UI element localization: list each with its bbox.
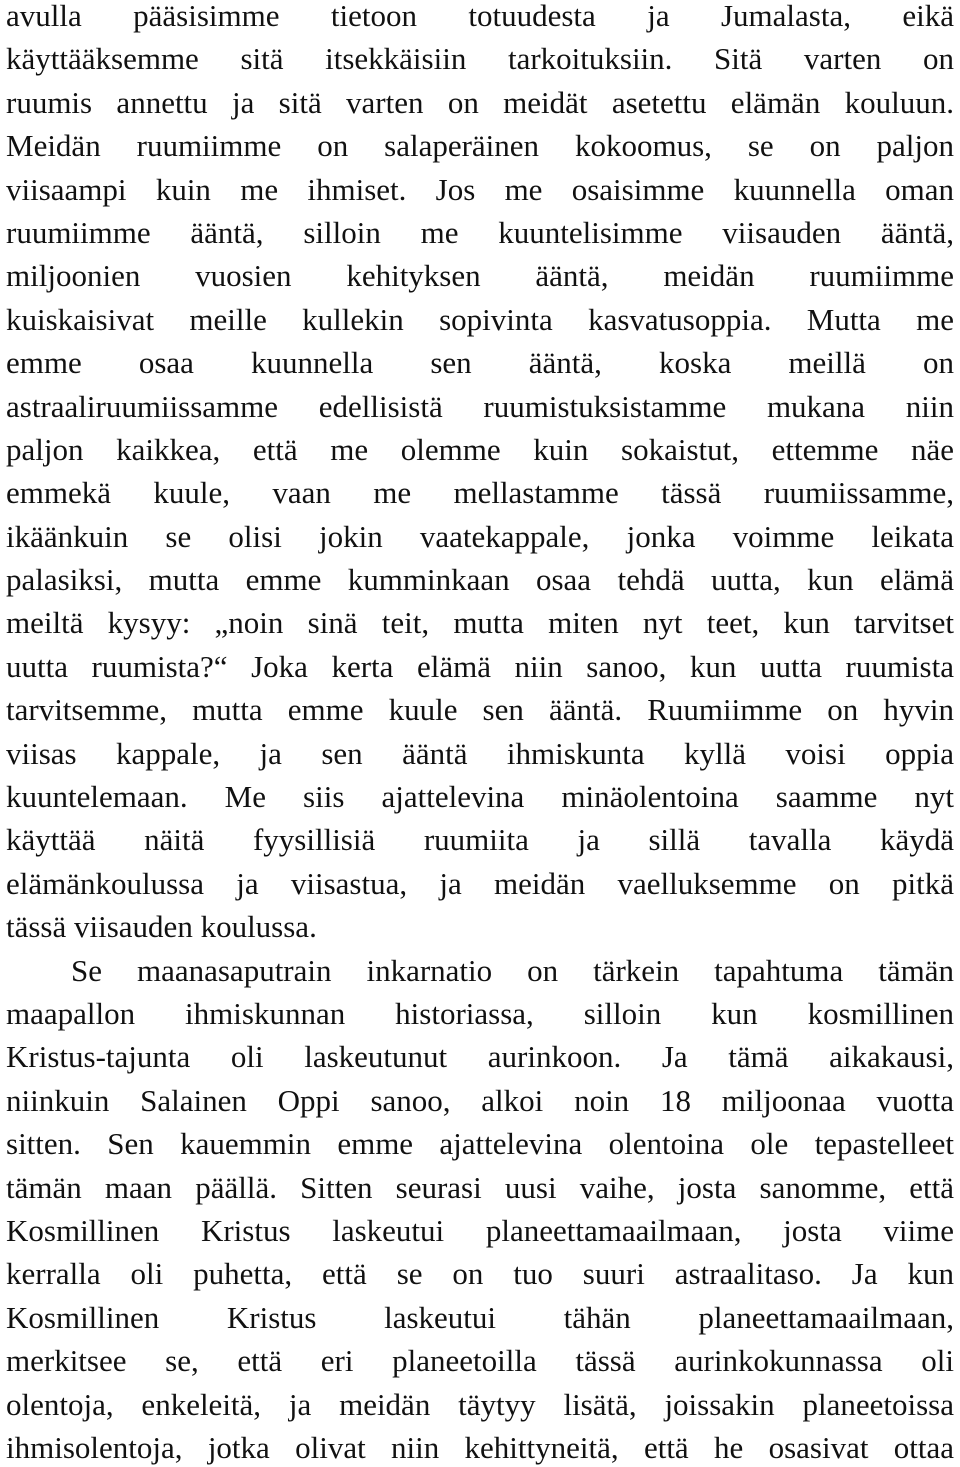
text-line: astraaliruumiissamme edellisistä ruumistuksistamme mukana niin xyxy=(6,388,954,424)
text-line: Kosmillinen Kristus laskeutui planeettamaailmaan, josta viime xyxy=(6,1212,954,1248)
text-line: tässä viisauden koulussa. xyxy=(6,909,317,945)
text-line: miljoonien vuosien kehityksen ääntä, meidän ruumiimme xyxy=(6,258,954,294)
text-line: tarvitsemme, mutta emme kuule sen ääntä. Ruumiimme on hyvin xyxy=(6,692,954,728)
text-line: kerralla oli puhetta, että se on tuo suuri astraalitaso. Ja kun xyxy=(6,1256,954,1292)
text-line: käyttää näitä fyysillisiä ruumiita ja sillä tavalla käydä xyxy=(6,822,954,858)
text-line: niinkuin Salainen Oppi sanoo, alkoi noin 18 miljoonaa vuotta xyxy=(6,1082,954,1118)
text-line: emmekä kuule, vaan me mellastamme tässä ruumiissamme, xyxy=(6,475,954,511)
text-line: meiltä kysyy: „noin sinä teit, mutta miten nyt teet, kun tarvitset xyxy=(6,605,954,641)
text-line: ikäänkuin se olisi jokin vaatekappale, jonka voimme leikata xyxy=(6,518,954,554)
text-line: uutta ruumista?“ Joka kerta elämä niin sanoo, kun uutta ruumista xyxy=(6,648,954,684)
text-line: Se maanasaputrain inkarnatio on tärkein tapahtuma tämän xyxy=(71,952,954,988)
text-line: viisas kappale, ja sen ääntä ihmiskunta kyllä voisi oppia xyxy=(6,735,954,771)
paragraph-1 xyxy=(6,0,954,949)
text-line: olentoja, enkeleitä, ja meidän täytyy lisätä, joissakin planeetoissa xyxy=(6,1386,954,1422)
text-line: Kristus-tajunta oli laskeutunut aurinkoon. Ja tämä aikakausi, xyxy=(6,1039,954,1075)
text-line: emme osaa kuunnella sen ääntä, koska meillä on xyxy=(6,345,954,381)
text-line: kuuntelemaan. Me siis ajattelevina minäolentoina saamme nyt xyxy=(6,779,954,815)
text-line: ruumiimme ääntä, silloin me kuuntelisimme viisauden ääntä, xyxy=(6,214,954,250)
text-line: viisaampi kuin me ihmiset. Jos me osaisimme kuunnella oman xyxy=(6,171,954,207)
text-line: ihmisolentoja, jotka olivat niin kehittyneitä, että he osasivat ottaa xyxy=(6,1429,954,1465)
text-line: elämänkoulussa ja viisastua, ja meidän vaelluksemme on pitkä xyxy=(6,865,954,901)
text-line: palasiksi, mutta emme kumminkaan osaa tehdä uutta, kun elämä xyxy=(6,562,954,598)
text-line: avulla pääsisimme tietoon totuudesta ja Jumalasta, eikä xyxy=(6,0,954,33)
text-line: ruumis annettu ja sitä varten on meidät asetettu elämän kouluun. xyxy=(6,84,954,120)
text-line: paljon kaikkea, että me olemme kuin sokaistut, ettemme näe xyxy=(6,431,954,467)
text-line: Kosmillinen Kristus laskeutui tähän planeettamaailmaan, xyxy=(6,1299,954,1335)
text-line: käyttääksemme sitä itsekkäisiin tarkoituksiin. Sitä varten on xyxy=(6,41,954,77)
text-line: tämän maan päällä. Sitten seurasi uusi vaihe, josta sanomme, että xyxy=(6,1169,954,1205)
text-line: merkitsee se, että eri planeetoilla tässä aurinkokunnassa oli xyxy=(6,1343,954,1379)
text-line: maapallon ihmiskunnan historiassa, silloin kun kosmillinen xyxy=(6,995,954,1031)
paragraph-2 xyxy=(6,949,954,1467)
text-line: kuiskaisivat meille kullekin sopivinta kasvatusoppia. Mutta me xyxy=(6,301,954,337)
text-line: sitten. Sen kauemmin emme ajattelevina olentoina ole tepastelleet xyxy=(6,1126,954,1162)
text-line: Meidän ruumiimme on salaperäinen kokoomus, se on paljon xyxy=(6,128,954,164)
